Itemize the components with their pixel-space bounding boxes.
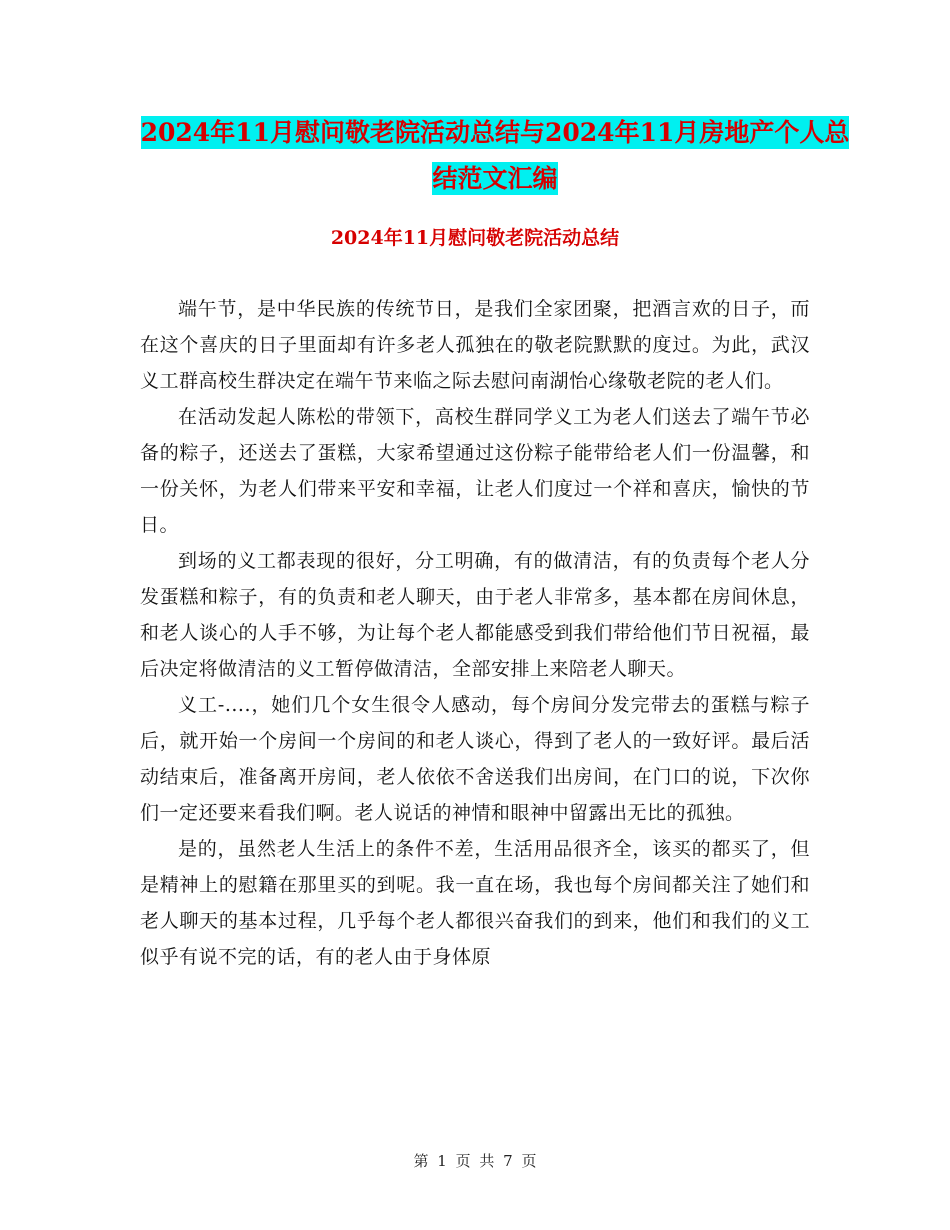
paragraph: 在活动发起人陈松的带领下，高校生群同学义工为老人们送去了端午节必备的粽子，还送去了蛋糕，大家希望通过这份粽子能带给老人们一份温馨，和一份关怀，为老人们带来平安和幸福，让老人们度过一个祥和喜庆，愉快的节日。 (140, 406, 810, 536)
document-title (140, 110, 850, 202)
paragraph: 到场的义工都表现的很好，分工明确，有的做清洁，有的负责每个老人分发蛋糕和粽子，有的负责和老人聊天，由于老人非常多，基本都在房间休息，和老人谈心的人手不够，为让每个老人都能感受到我们带给他们节日祝福，最后决定将做清洁的义工暂停做清洁，全部安排上来陪老人聊天。 (140, 550, 810, 680)
document-body (140, 291, 810, 975)
paragraph: 是的，虽然老人生活上的条件不差，生活用品很齐全，该买的都买了，但是精神上的慰籍在那里买的到呢。我一直在场，我也每个房间都关注了她们和老人聊天的基本过程，几乎每个老人都很兴奋我们的到来，他们和我们的义工似乎有说不完的话，有的老人由于身体原 (140, 838, 810, 968)
section-title: 2024年11月慰问敬老院活动总结 (330, 227, 620, 249)
paragraph: 端午节，是中华民族的传统节日，是我们全家团聚，把酒言欢的日子，而在这个喜庆的日子里面却有许多老人孤独在的敬老院默默的度过。为此，武汉义工群高校生群决定在端午节来临之际去慰问南湖怡心缘敬老院的老人们。 (140, 298, 810, 392)
page-footer: 第 1 页 共 7 页 (413, 1152, 537, 1170)
document-title-text: 2024年11月慰问敬老院活动总结与2024年11月房地产个人总结范文汇编 (140, 118, 850, 193)
paragraph: 义工-....，她们几个女生很令人感动，每个房间分发完带去的蛋糕与粽子后，就开始一个房间一个房间的和老人谈心，得到了老人的一致好评。最后活动结束后，准备离开房间，老人依依不舍送我们出房间，在门口的说，下次你们一定还要来看我们啊。老人说话的神情和眼神中留露出无比的孤独。 (140, 694, 810, 824)
